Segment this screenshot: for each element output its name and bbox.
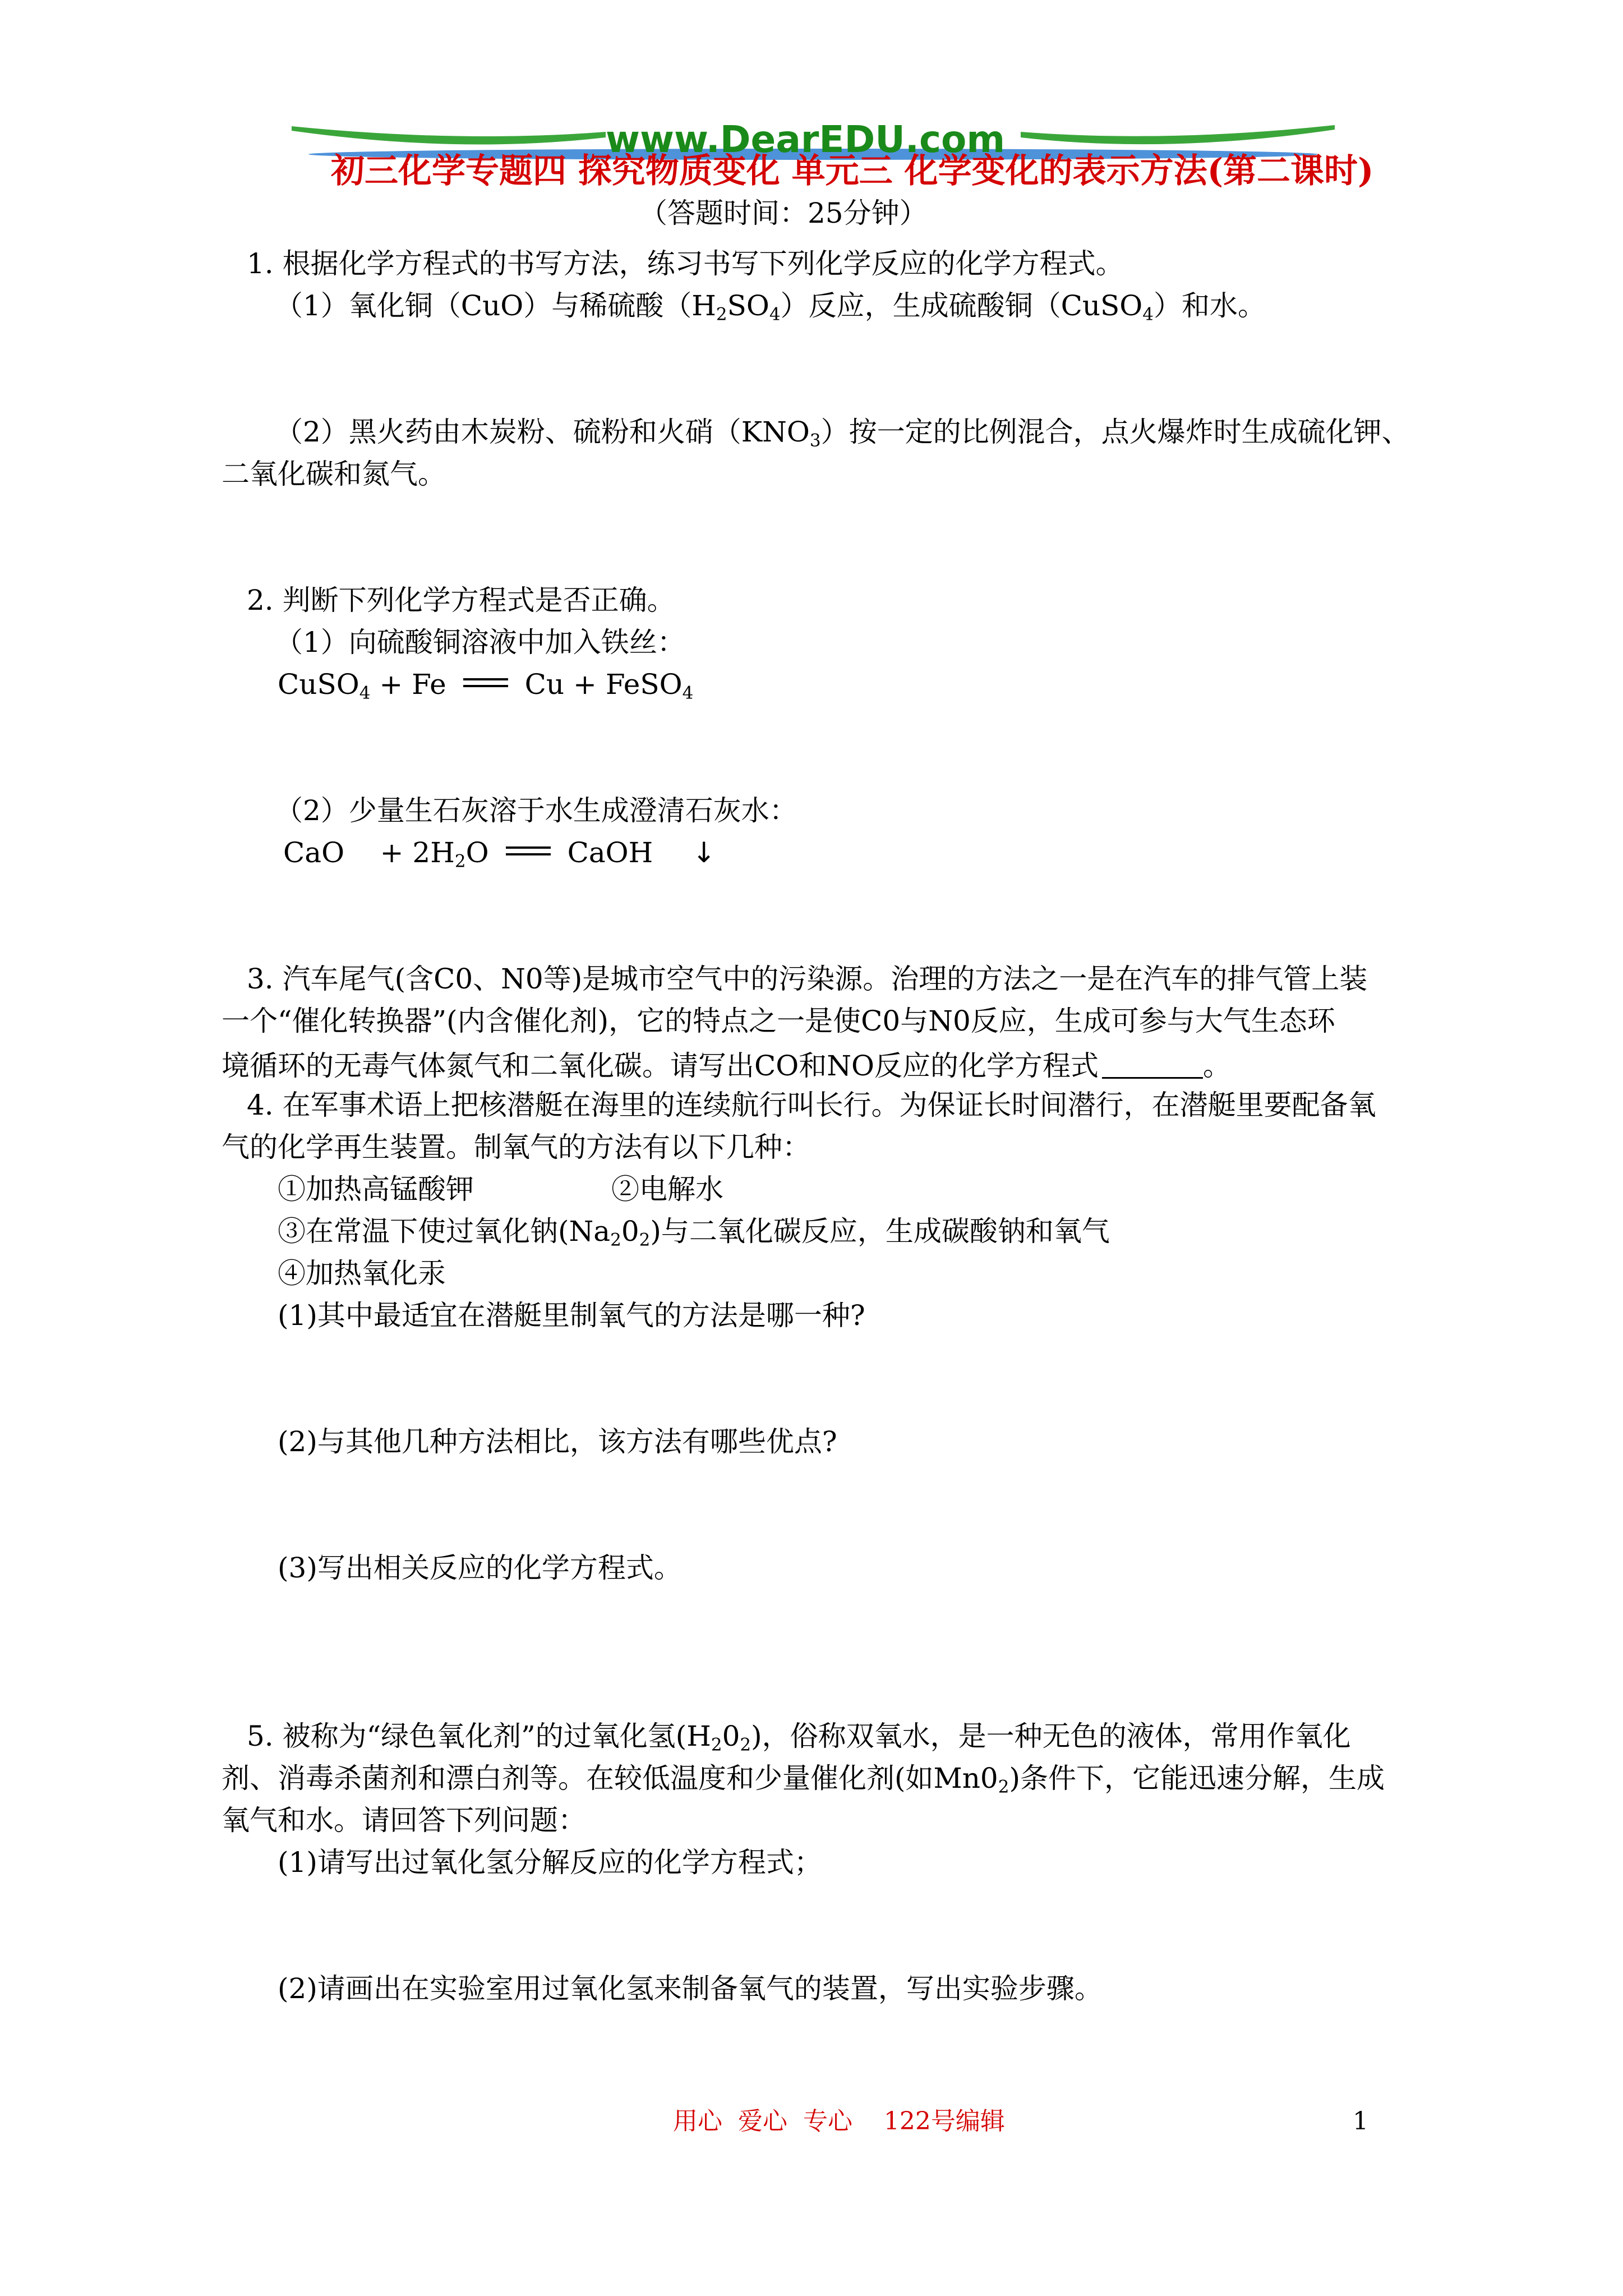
site-logo-text: www.DearEDU.com (606, 118, 1006, 161)
answer-blank[interactable] (1102, 1049, 1203, 1079)
q2-equation1: CuSO$_4$ + Fe Cu + FeSO$_4$ (278, 668, 694, 703)
page-footer: 用心 爱心 专心 122号编辑 (673, 2107, 1005, 2136)
down-arrow-icon: ↓ (692, 836, 716, 869)
q4-line1: 4. 在军事术语上把核潜艇在海里的连续航行叫长行。为保证长时间潜行，在潜艇里要配备氧 (247, 1089, 1376, 1121)
q2-stem: 2. 判断下列化学方程式是否正确。 (247, 584, 675, 616)
q1-part1: （1）氧化铜（CuO）与稀硫酸$(H_2SO_4)$反应，生成硫酸铜（CuSO$_4$）和水。 (275, 289, 1266, 325)
q3-line2: 一个“催化转换器”(内含催化剂)，它的特点之一是使C0与N0反应，生成可参与大气生态环 (222, 1005, 1335, 1037)
q4-option3: ③在常温下使过氧化钠$(Na_20_2)$与二氧化碳反应，生成碳酸钠和氧气 (278, 1215, 1110, 1250)
q4-sub2: (2)与其他几种方法相比，该方法有哪些优点? (278, 1425, 837, 1458)
q4-sub3: (3)写出相关反应的化学方程式。 (278, 1552, 682, 1584)
q5-line1: 5. 被称为“绿色氧化剂”的过氧化氢$(H_20_2)$，俗称双氧水，是一种无色的液体，常用作氧化 (247, 1720, 1351, 1755)
page-title: 初三化学专题四 探究物质变化 单元三 化学变化的表示方法(第二课时) (331, 151, 1374, 191)
q5-line2: 剂、消毒杀菌剂和漂白剂等。在较低温度和少量催化剂(如$Mn0_2$)条件下，它能迅速分解，生成 (222, 1762, 1385, 1797)
q4-option4: ④加热氧化汞 (278, 1257, 446, 1290)
page-number: 1 (1353, 2107, 1368, 2136)
q5-sub2: (2)请画出在实验室用过氧化氢来制备氧气的装置，写出实验步骤。 (278, 1972, 1103, 2005)
q5-line3: 氧气和水。请回答下列问题： (222, 1804, 586, 1837)
equals-sign-icon (463, 678, 508, 687)
q1-stem: 1. 根据化学方程式的书写方法，练习书写下列化学反应的化学方程式。 (247, 247, 1124, 280)
q4-sub1: (1)其中最适宜在潜艇里制氧气的方法是哪一种? (278, 1299, 865, 1332)
q2-part1: （1）向硫酸铜溶液中加入铁丝： (275, 626, 685, 659)
equals-sign-icon (506, 846, 551, 855)
q4-option2: ②电解水 (611, 1173, 723, 1205)
q4-line2: 气的化学再生装置。制氧气的方法有以下几种： (222, 1131, 810, 1163)
q4-option1: ①加热高锰酸钾 (278, 1173, 474, 1205)
q3-line1: 3. 汽车尾气(含C0、N0等)是城市空气中的污染源。治理的方法之一是在汽车的排气管上装 (247, 963, 1368, 995)
q1-part2-cont: 二氧化碳和氮气。 (222, 458, 446, 490)
q2-equation2: CaO + $2H_2O$ CaOH ↓ (283, 836, 716, 872)
q5-sub1: (1)请写出过氧化氢分解反应的化学方程式； (278, 1846, 822, 1879)
page-subtitle: （答题时间：25分钟） (639, 197, 928, 229)
q3-line3: 境循环的无毒气体氮气和二氧化碳。请写出CO和NO反应的化学方程式 。 (222, 1050, 1231, 1082)
q1-part2: （2）黑火药由木炭粉、硫粉和火硝$(KNO_3)$按一定的比例混合，点火爆炸时生成硫化钾、 (275, 416, 1410, 451)
q2-part2: （2）少量生石灰溶于水生成澄清石灰水： (275, 794, 797, 827)
